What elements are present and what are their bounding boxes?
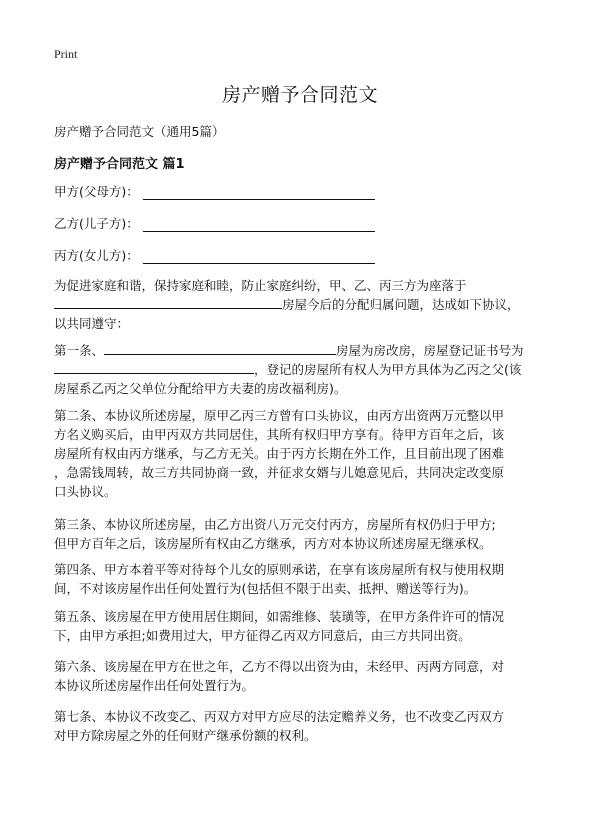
article-7-line: 第七条、本协议不改变乙、丙双方对甲方应尽的法定赡养义务，也不改变乙丙双方 bbox=[54, 709, 505, 724]
party-a-label: 甲方(父母方)： bbox=[54, 184, 139, 199]
article-6-line: 第六条、该房屋在甲方在世之年，乙方不得以出资为由，未经甲、丙两方同意，对 bbox=[54, 659, 505, 674]
address-blank-line bbox=[54, 295, 282, 309]
article-7 bbox=[54, 707, 550, 745]
article-5 bbox=[54, 607, 550, 645]
party-a-row bbox=[54, 182, 375, 200]
article-1-line-2-text: ，登记的房屋所有权人为甲方具体为乙丙之父(该 bbox=[254, 362, 522, 377]
certificate-number-blank-line bbox=[54, 360, 254, 374]
article-1-line-1 bbox=[54, 341, 550, 360]
article-1-line-3: 房屋系乙丙之父单位分配给甲方夫妻的房改福利房)。 bbox=[54, 381, 347, 396]
article-2 bbox=[54, 406, 550, 501]
section-heading: 房产赠予合同范文 篇1 bbox=[54, 157, 185, 172]
document-subtitle: 房产赠予合同范文（通用5篇） bbox=[54, 124, 225, 139]
article-4 bbox=[54, 560, 550, 598]
article-3-line: 但甲方百年之后，该房屋所有权由乙方继承，丙方对本协议所述房屋无继承权。 bbox=[54, 536, 492, 551]
party-c-blank-line bbox=[143, 251, 375, 264]
intro-line-2 bbox=[54, 295, 550, 314]
party-b-label: 乙方(儿子方)： bbox=[54, 216, 139, 231]
article-3-line: 第三条、本协议所述房屋，由乙方出资八万元交付丙方，房屋所有权仍归于甲方; bbox=[54, 517, 496, 532]
article-1-mid: 房屋为房改房，房屋登记证书号为 bbox=[336, 343, 524, 358]
page-title: 房产赠予合同范文 bbox=[221, 84, 378, 106]
party-c-row bbox=[54, 246, 375, 264]
article-1-start: 第一条、 bbox=[54, 343, 105, 358]
intro-line-2-text: 房屋今后的分配归属问题，达成如下协议， bbox=[282, 297, 520, 312]
article-2-line: 口头协议。 bbox=[54, 484, 117, 499]
article-3 bbox=[54, 515, 550, 553]
article-2-line: 房屋所有权由丙方继承，与乙方无关。由于丙方长期在外工作，且目前出现了困难 bbox=[54, 446, 505, 461]
house-address-blank-line bbox=[104, 341, 336, 355]
article-5-line: 第五条、该房屋在甲方使用居住期间，如需维修、装璜等，在甲方条件许可的情况 bbox=[54, 609, 505, 624]
article-1-line-2 bbox=[54, 360, 550, 379]
article-7-line: 对甲方除房屋之外的任何财产继承份额的权利。 bbox=[54, 728, 317, 743]
article-2-line: 第二条、本协议所述房屋，原甲乙丙三方曾有口头协议，由丙方出资两万元整以甲 bbox=[54, 408, 505, 423]
party-a-blank-line bbox=[143, 187, 375, 200]
party-b-blank-line bbox=[143, 219, 375, 232]
article-1 bbox=[54, 341, 550, 398]
party-b-row bbox=[54, 214, 375, 232]
party-c-label: 丙方(女儿方)： bbox=[54, 248, 139, 263]
article-6-line: 本协议所述房屋作出任何处置行为。 bbox=[54, 678, 255, 693]
article-6 bbox=[54, 657, 550, 695]
intro-line-1: 为促进家庭和谐，保持家庭和睦，防止家庭纠纷，甲、乙、丙三方为座落于 bbox=[54, 278, 467, 293]
intro-line-3: 以共同遵守： bbox=[54, 316, 130, 331]
article-4-line: 间，不对该房屋作出任何处置行为(包括但不限于出卖、抵押、赠送等行为)。 bbox=[54, 581, 477, 596]
intro-paragraph bbox=[54, 276, 550, 333]
article-4-line: 第四条、甲方本着平等对待每个儿女的原则承诺，在享有该房屋所有权与使用权期 bbox=[54, 562, 505, 577]
print-link[interactable]: Print bbox=[54, 47, 78, 61]
article-2-line: ，急需钱周转，故三方共同协商一致，并征求女婿与儿媳意见后，共同决定改变原 bbox=[54, 465, 505, 480]
article-2-line: 方名义购买后，由甲丙双方共同居住，其所有权归甲方享有。待甲方百年之后，该 bbox=[54, 427, 505, 442]
article-5-line: 下，由甲方承担;如费用过大，甲方征得乙丙双方同意后，由三方共同出资。 bbox=[54, 628, 471, 643]
